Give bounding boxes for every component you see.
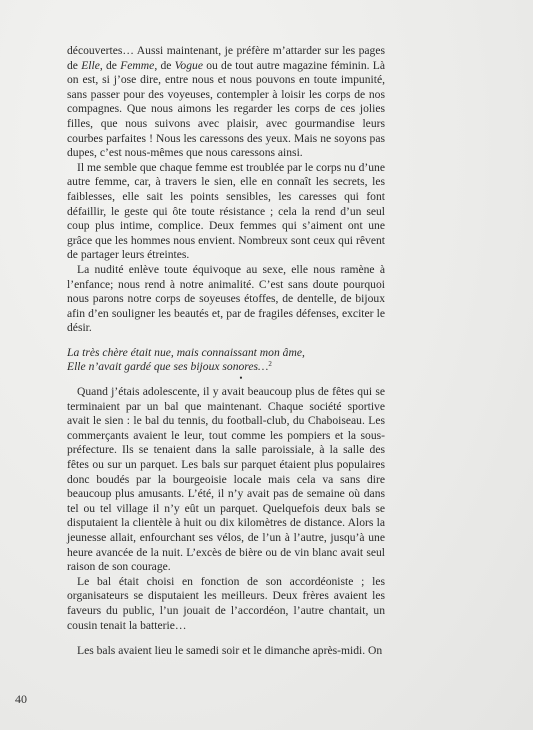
poem-quote <box>67 345 385 384</box>
text-run: découvertes… Aussi maintenant, je préfère m’attarder sur les pages de <box>67 44 385 72</box>
paragraphs-after-quote <box>67 385 385 659</box>
text-run: Les bals avaient lieu le samedi soir et le dimanche après-midi. On <box>77 644 383 658</box>
text-run: La nudité enlève toute équivoque au sexe, elle nous ramène à l’enfance; nous rend à notre animalité. C’est sans doute pourquoi nous parons notre corps de soyeuses étoffes, de dentelle, de bijoux afin d’en souligner les beautés et, par de fragiles défenses, exciter le désir. <box>67 262 385 335</box>
separator-dot: • <box>239 373 243 384</box>
paragraph <box>67 644 385 659</box>
paragraph <box>67 44 385 161</box>
magazine-title: Elle <box>81 58 100 72</box>
quote-line-1: La très chère était nue, mais connaissant mon âme, <box>67 345 305 359</box>
quote-line-2-text: Elle n’avait gardé que ses bijoux sonores… <box>67 360 269 374</box>
magazine-title: Vogue <box>174 58 203 72</box>
quote-line-2 <box>67 360 385 375</box>
text-run: Il me semble que chaque femme est troublée par le corps nu d’une autre femme, car, à travers le sien, elle en connaît les secrets, les faiblesses, elle sait les points sensibles, les caresses qui font défaillir, le geste qui ôte toute résistance ; cela la rend d’un seul coup plus intime, complice. Deux femmes qui s’aiment ont une grâce que les hommes nous envient. Nombreux sont ceux qui rêvent de partager leurs étreintes. <box>67 160 385 262</box>
page-body <box>67 44 385 659</box>
text-run: , de <box>154 58 175 72</box>
paragraph <box>67 263 385 336</box>
text-run: ou de tout autre magazine féminin. Là on est, si j’ose dire, entre nous et nous pouvons en toute impunité, sans passer pour des voyeuses, contempler à loisir les corps de nos compagnes. Que nous aimons les regarder les corps de ces jolies filles, que nous suivons avec plaisir, avec gourmandise leurs courbes parfaites ! Nous les caressons des yeux. Mais ne soyons pas dupes, c’est nous-mêmes que nous caressons ainsi. <box>67 58 386 160</box>
text-run: Quand j’étais adolescente, il y avait beaucoup plus de fêtes qui se terminaient par un bal que maintenant. Chaque société sportive avait le sien : le bal du tennis, du football-club, du Chaboiseau. Les commerçants avaient le leur, tout comme les pompiers et la sous-préfecture. Ils se tenaient dans la salle paroissiale, à la salle des fêtes ou sur un parquet. Les bals sur parquet étaient plus populaires donc boudés par la bourgeoisie locale mais cela va sans dire beaucoup plus amusants. L’été, il n’y avait pas de semaine où dans tel ou tel village il n’y eût un parquet. Quelquefois deux bals se disputaient la clientèle à huit ou dix kilomètres de distance. Alors la jeunesse allait, enfourchant ses vélos, de l’un à l’autre, jusqu’à une heure avancée de la nuit. L’excès de bière ou de vin blanc avait seul raison de son courage. <box>67 385 385 574</box>
text-run: Le bal était choisi en fonction de son accordéoniste ; les organisateurs se disputaient les meilleurs. Deux frères avaient les faveurs du public, l’un jouait de l’accordéon, l’autre chantait, un cousin tenait la batterie… <box>67 574 385 632</box>
paragraph <box>67 385 385 575</box>
page-number: 40 <box>15 692 27 706</box>
paragraph <box>67 161 385 263</box>
footnote-reference: 2 <box>268 360 272 369</box>
paragraphs-before-quote <box>67 44 385 336</box>
text-run: , de <box>99 58 121 72</box>
paragraph <box>67 575 385 633</box>
magazine-title: Femme <box>120 58 155 72</box>
